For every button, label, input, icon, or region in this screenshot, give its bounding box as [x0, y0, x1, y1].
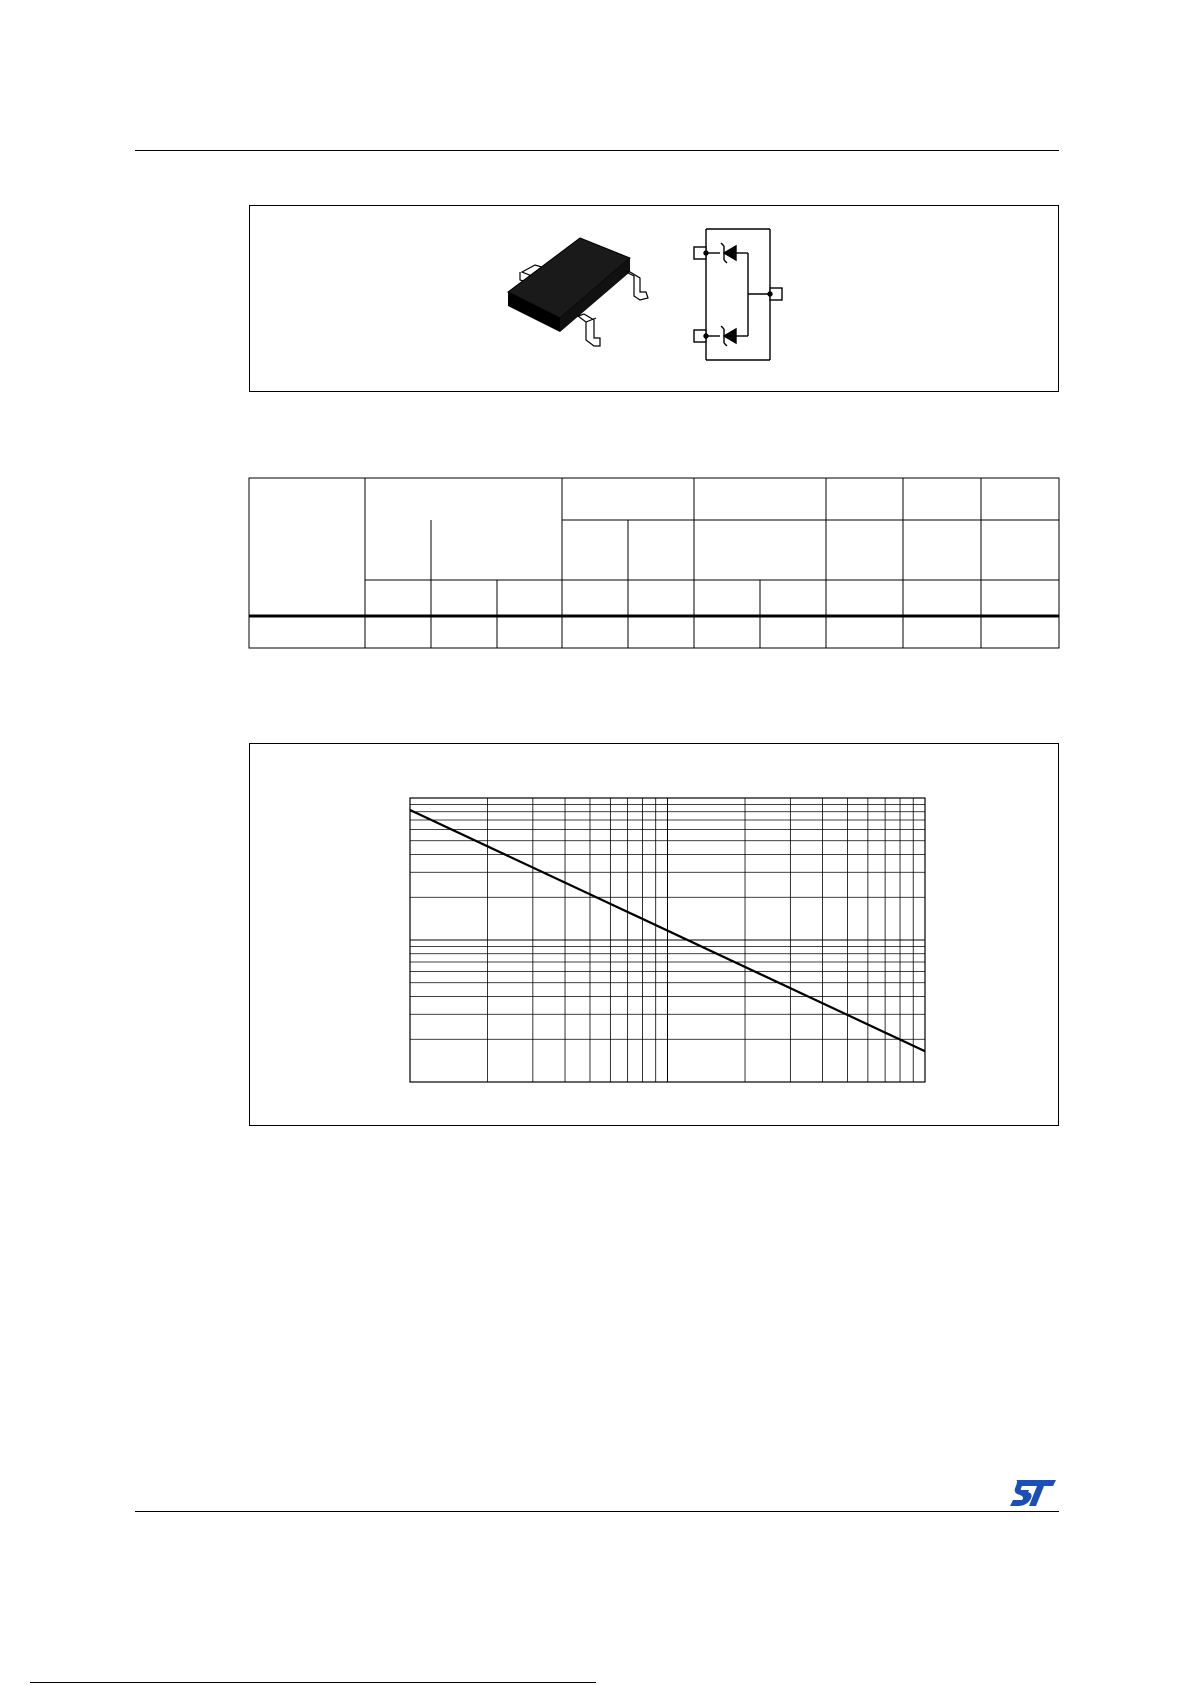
st-logo-icon	[1008, 1478, 1058, 1508]
bottom-footnote-rule	[30, 1682, 596, 1683]
footer-rule	[135, 1511, 1059, 1512]
